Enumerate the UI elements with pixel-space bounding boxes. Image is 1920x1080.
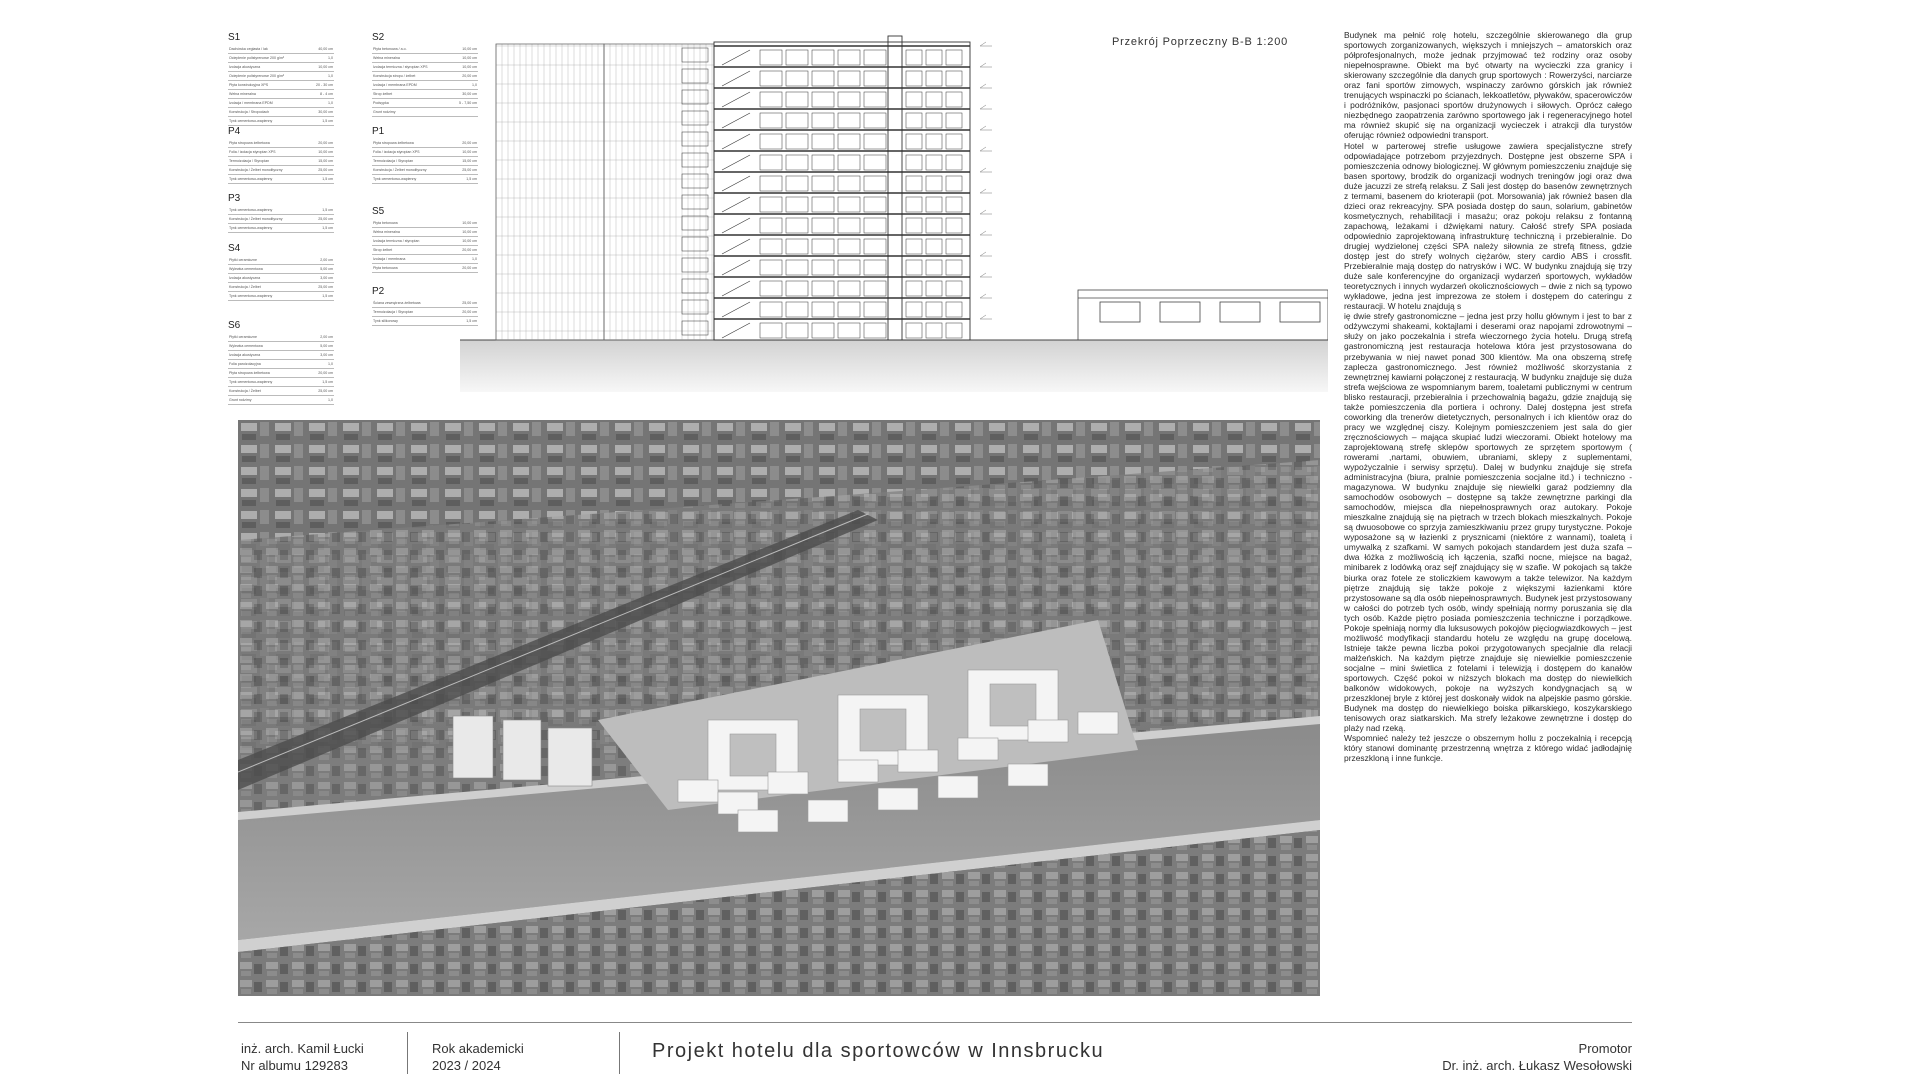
- podium-section: [1078, 290, 1328, 340]
- layer-thickness: 30,00 cm: [306, 108, 334, 117]
- layer-row: [228, 292, 334, 301]
- level-markers: [980, 32, 1328, 319]
- layer-thickness: 8 - 4 cm: [306, 90, 334, 99]
- layer-spec-p3: [228, 193, 334, 233]
- layer-row: [228, 45, 334, 54]
- layer-material: Płyta konstrukcyjna XPS: [228, 81, 306, 90]
- layer-thickness: 1,0: [306, 360, 334, 369]
- layer-material: Strop żelbet: [372, 246, 450, 255]
- year-value: 2023 / 2024: [432, 1058, 501, 1073]
- layer-thickness: 25,00 cm: [306, 215, 334, 224]
- layer-material: Tynk cementowo-wapienny: [228, 224, 306, 233]
- author-block: [241, 1040, 364, 1074]
- layer-thickness: 2,00 cm: [306, 333, 334, 342]
- layer-thickness: 1,0: [306, 396, 334, 405]
- layer-material: Ocieplenie polistyrenowe 200 g/m²: [228, 54, 306, 63]
- layer-thickness: 1,5 cm: [306, 206, 334, 215]
- layer-thickness: 40,00 cm: [306, 45, 334, 54]
- layer-material: Izolacja akustyczna: [228, 351, 306, 360]
- layer-material: Izolacja termiczna / styropian XPS: [372, 63, 450, 72]
- layer-material: Izolacja / membrana: [372, 255, 450, 264]
- layer-code: P2: [372, 286, 385, 297]
- layer-material: Tynk cementowo-wapienny: [228, 206, 306, 215]
- layer-thickness: 20,00 cm: [450, 139, 478, 148]
- layer-material: Folia / izolacja styropian XPS: [372, 148, 450, 157]
- layer-material: Grunt rodzimy: [372, 108, 450, 117]
- author-name: inż. arch. Kamil Łucki: [241, 1041, 364, 1056]
- layer-thickness: 20,00 cm: [306, 139, 334, 148]
- layer-code: S2: [372, 32, 385, 43]
- layer-code: S5: [372, 206, 385, 217]
- layer-material: Termoizolacja / Styropian: [372, 157, 450, 166]
- layer-thickness: 10,00 cm: [450, 148, 478, 157]
- layer-row: [228, 157, 334, 166]
- layer-material: Płytki ceramiczne: [228, 333, 306, 342]
- layer-row: [228, 224, 334, 233]
- layer-row: [228, 108, 334, 117]
- cross-section-drawing: [460, 32, 1328, 392]
- layer-thickness: 25,00 cm: [306, 283, 334, 292]
- layer-material: Tynk silikonowy: [372, 317, 450, 326]
- layer-thickness: 1,5 cm: [306, 378, 334, 387]
- description-paragraph: Wspomnieć należy też jeszcze o obszernym hollu z poczekalnią i recepcją który stanowi dominantę przestrzenną wnętrza z którego widać jadłodajnię przeszkloną i inne funkcje.: [1344, 733, 1632, 764]
- layer-thickness: 30,00 cm: [450, 90, 478, 99]
- layer-material: Izolacja akustyczna: [228, 274, 306, 283]
- description-paragraph: ię dwie strefy gastronomiczne – jedna jest przy hollu głównym i jest to bar z odżywczymi shakeami, koktajlami i deserami oraz napojami zdrowotnymi – służy on jako poczekalnia i strefa wieczornego życia hotelu. Drugą strefą gastronomiczną jest restauracja hotelowa która jest przystosowana do przebywania w niej nawet ponad 300 klientów. Ma ona obszerną strefę zaplecza gastronomicznego. Jest również możliwość skorzystania z zewnętrznej kawiarni połączonej z restauracją. W budynku znajduje się duża strefa wejściowa ze wspomnianym barem, toaletami publicznymi w centrum blisko restauracji, przebieralnia i przechowalnią bagażu, gdzie znajdują się także pomieszczenia dla portiera i ochrony. Dalej dostępna jest strefa coworking dla trenerów dietetycznych, personalnych i ich klientów oraz do pracy we względnej ciszy. Kolejnym pomieszczeniem jest sala do gier zręcznościowych – mająca skupiać ludzi wieczorami. Obiekt hotelowy ma zaprojektowaną strefę sklepów sportowych ze sprzętem sportowym ( rowerami ,nartami, obuwiem, ubraniami, sklepy z suplementami, wypożyczalnie i serwisy sprzętu). Dalej w budynku znajduje się strefa administracyjna (biura, pralnie pomieszczenia socjalne itd.) i techniczno - magazynowa. W budynku znajduje się niewielki garaż podziemny dla samochodów osobowych – dostępne są także zewnętrzne parkingi dla samochodów, miejsca dla niepełnosprawnych oraz autokary. Pokoje mieszkalne znajdują się na piętrach w trzech blokach mieszkalnych. Pokoje są dwuosobowe co sprzyja zamieszkiwaniu przez grupy turystyczne. Pokoje wyposażone są w łazienki z prysznicami (niektóre z wannami), toaletą i umywalką z szafkami. W samych pokojach standardem jest duża szafa – dwa łóżka z możliwością ich łączenia, szafki nocne, miejsce na bagaż, minibarek z lodówką oraz sejf znajdujący się w szafie. W pokojach są także biurka oraz fotele ze stoliczkiem kawowym a także telewizor. Na każdym piętrze znajdują się także pokoje z większymi łazienkami które przystosowane są dla osób niepełnosprawnych. Budynek jest przystosowany w całości do potrzeb tych osób, windy spełniają normy poruszania się dla tych osób. Każde piętro posiada pomieszczenia techniczne i porządkowe. Pokoje spełniają normy dla luksusowych pokojów pięciogwiazdkowych – jest możliwość modyfikacji standardu hotelu ze względu na grupę docelową. Istnieje także pewna liczba pokoi przygotowanych specjalnie dla relacji małżeńskich. Na każdym piętrze znajduje się niewielkie pomieszczenie socjalne – mini świetlica z fotelami i telewizją i dostępem do kanałów sportowych. Część pokoi w niższych blokach ma dostęp do niewielkich balkonów widokowych, pokoje na wyższych kondygnacjach są w przeszklonej bryle z której jest doskonały widok na alpejskie pasmo górskie. Budynek ma dostęp do niewielkiego boiska piłkarskiego, koszykarskiego tenisowych oraz siatkarskich. Ma strefy leżakowe zewnętrzne i dostęp do plaży nad rzeką.: [1344, 311, 1632, 734]
- layer-thickness: 5,00 cm: [306, 265, 334, 274]
- hotel-tower-section: [682, 36, 970, 340]
- layer-row: [228, 351, 334, 360]
- layer-row: [228, 175, 334, 184]
- promotor-name: Dr. inż. arch. Łukasz Wesołowski: [1442, 1058, 1632, 1073]
- layer-thickness: 1,5 cm: [306, 224, 334, 233]
- ground-fill: [460, 340, 1328, 392]
- layer-material: Wylewka cementowa: [228, 342, 306, 351]
- footer-rule: [238, 1022, 1632, 1023]
- layer-spec-s1: [228, 32, 334, 126]
- layer-thickness: 10,00 cm: [450, 63, 478, 72]
- layer-material: Konstrukcja / Żelbet monolityczny: [372, 166, 450, 175]
- layer-row: [228, 90, 334, 99]
- layer-material: Folia / izolacja styropian XPS: [228, 148, 306, 157]
- layer-thickness: 1,0: [450, 81, 478, 90]
- layer-thickness: 1,0: [306, 72, 334, 81]
- layer-material: Konstrukcja / Żelbet: [228, 283, 306, 292]
- layer-thickness: 20 - 30 cm: [306, 81, 334, 90]
- layer-row: [228, 81, 334, 90]
- layer-material: Płyta stropowa żelbetowa: [228, 369, 306, 378]
- layer-row: [228, 215, 334, 224]
- layer-row: [228, 256, 334, 265]
- layer-row: [228, 265, 334, 274]
- footer-divider: [407, 1032, 408, 1074]
- layer-material: Płyta betonowa: [372, 219, 450, 228]
- layer-thickness: 1,0: [306, 54, 334, 63]
- layer-thickness: 1,5 cm: [450, 317, 478, 326]
- layer-thickness: 1,5 cm: [306, 117, 334, 126]
- layer-material: Konstrukcja / Żelbet monolityczny: [228, 215, 306, 224]
- layer-thickness: 10,00 cm: [450, 219, 478, 228]
- layer-thickness: 10,00 cm: [450, 237, 478, 246]
- layer-row: [228, 148, 334, 157]
- layer-row: [228, 274, 334, 283]
- project-title: Projekt hotelu dla sportowców w Innsbrucku: [652, 1040, 1105, 1062]
- layer-material: Płytki ceramiczne: [228, 256, 306, 265]
- layer-material: Płyta betonowa / a.o.: [372, 45, 450, 54]
- layer-thickness: 1,0: [306, 99, 334, 108]
- layer-row: [228, 166, 334, 175]
- layer-material: Izolacja / membrana EPDM: [372, 81, 450, 90]
- album-number: Nr albumu 129283: [241, 1058, 348, 1073]
- layer-material: Strop żelbet: [372, 90, 450, 99]
- layer-material: Konstrukcja / Żelbet monolityczny: [228, 166, 306, 175]
- layer-spec-s4: [228, 243, 334, 301]
- promotor-block: [1442, 1040, 1632, 1074]
- description-paragraph: Budynek ma pełnić rolę hotelu, szczególnie skierowanego dla grup sportowych zorganizowanych, większych i mniejszych – amatorskich oraz półprofesjonalnych, może jednak przyjmować też rodziny oraz osoby niepełnosprawne. Obiekt ma być otwarty na wycieczki zza granicy i skierowany szczególnie dla danych grup sportowych : Rowerzyści, narciarze oraz fani sportów zimowych, wspinaczy zarówno górskich jak również trenujących wspinaczki po ścianach, lekkoatletów, pływaków, spacerowiczów i podróżników, pasjonaci sportów drużynowych i siłowych. Oprócz całego niezbędnego zaopatrzenia zarówno sportowego jak i regeneracyjnego hotel ma również skupić się na organizacji wycieczek i atrakcji dla turystów oferując również odpowiedni transport.: [1344, 30, 1632, 141]
- layer-thickness: 5 - 7,50 cm: [450, 99, 478, 108]
- layer-spec-s6: [228, 320, 334, 405]
- section-title: Przekrój Poprzeczny B-B 1:200: [1112, 36, 1289, 48]
- layer-material: Wełna mineralna: [228, 90, 306, 99]
- layer-material: Izolacja termiczna / styropian: [372, 237, 450, 246]
- layer-code: P1: [372, 126, 385, 137]
- layer-material: Podsypka: [372, 99, 450, 108]
- layer-material: Wylewka cementowa: [228, 265, 306, 274]
- layer-code: P3: [228, 193, 241, 204]
- layer-code: S4: [228, 243, 241, 254]
- layer-thickness: 10,00 cm: [450, 228, 478, 237]
- layer-material: Płyta betonowa: [372, 264, 450, 273]
- year-label: Rok akademicki: [432, 1041, 524, 1056]
- layer-thickness: 10,00 cm: [450, 54, 478, 63]
- layer-material: Tynk cementowo-wapienny: [228, 117, 306, 126]
- layer-row: [228, 369, 334, 378]
- layer-material: Termoizolacja / Styropian: [372, 308, 450, 317]
- layer-row: [228, 117, 334, 126]
- layer-thickness: 20,00 cm: [450, 308, 478, 317]
- layer-material: Izolacja akustyczna: [228, 63, 306, 72]
- layer-code: P4: [228, 126, 241, 137]
- layer-code: S6: [228, 320, 241, 331]
- layer-row: [228, 139, 334, 148]
- layer-row: [228, 206, 334, 215]
- layer-thickness: 25,00 cm: [306, 166, 334, 175]
- layer-material: Wełna mineralna: [372, 228, 450, 237]
- layer-thickness: 1,5 cm: [450, 175, 478, 184]
- layer-thickness: 25,00 cm: [450, 299, 478, 308]
- layer-thickness: 10,00 cm: [306, 148, 334, 157]
- layer-thickness: 10,00 cm: [450, 45, 478, 54]
- layer-material: Płyta stropowa żelbetowa: [372, 139, 450, 148]
- layer-spec-p4: [228, 126, 334, 184]
- layer-row: [228, 54, 334, 63]
- layer-material: Tynk cementowo-wapienny: [228, 175, 306, 184]
- layer-code: S1: [228, 32, 241, 43]
- layer-row: [228, 63, 334, 72]
- layer-thickness: 1,5 cm: [306, 292, 334, 301]
- layer-row: [228, 283, 334, 292]
- project-description: [1344, 30, 1632, 763]
- layer-thickness: 3,00 cm: [306, 351, 334, 360]
- layer-material: Konstrukcja / Stropodach: [228, 108, 306, 117]
- description-paragraph: Hotel w parterowej strefie usługowe zawiera specjalistyczne strefy odpowiadające potrzebom przyjezdnych. Dostępne jest obszerne SPA i pomieszczenia odnowy biologicznej. W głównym pomieszczeniu znajduje się basen sportowy, brodzik do organizacji wodnych treningów jogi oraz dwa duże jacuzzi ze strefą relaksu. Z Sali jest dostęp do basenów zewnętrznych z termami, basenem do krioterapii (pot. Morsowania) jak również basen dla dzieci oraz rekreacyjny. SPA posiada dostęp do saun, solarium, gabinetów kosmetycznych, rehabilitacji i masażu; oraz pokoju relaksu z fontanną zapachową, leżakami i dźwiękami natury. Całość strefy SPA posiada odpowiednio zaprojektowaną infrastrukturę techniczną i przebieralnie. Do drugiej wydzielonej części SPA należy siłownia ze strefą fitness, gdzie dostęp jest do strefy wolnych ciężarów, stery cardio ABS i crossfit. Przebieralnie mają dostęp do natrysków i WC. W budynku znajdują się trzy duże sale konferencyjne do organizacji wydarzeń sportowych, wykładów teoretycznych i innych wydarzeń okolicznościowych – dwie z nich są typowo wykładowe, jedna jest imprezowa ze stołem i dostępem do cateringu z restauracji. W hotelu znajdują s: [1344, 140, 1632, 312]
- layer-row: [228, 378, 334, 387]
- layer-material: Płyta stropowa żelbetowa: [228, 139, 306, 148]
- layer-thickness: 1,0: [450, 255, 478, 264]
- layer-thickness: 10,00 cm: [306, 63, 334, 72]
- layer-row: [228, 99, 334, 108]
- layer-thickness: 15,00 cm: [306, 157, 334, 166]
- layer-thickness: 3,00 cm: [306, 274, 334, 283]
- layer-thickness: 20,00 cm: [450, 72, 478, 81]
- layer-thickness: 5,00 cm: [306, 342, 334, 351]
- layer-material: Folia paroizolacyjna: [228, 360, 306, 369]
- layer-material: Konstrukcja / Żelbet: [228, 387, 306, 396]
- layer-thickness: 20,00 cm: [450, 246, 478, 255]
- background-facade-grid: [496, 44, 714, 340]
- layer-row: [228, 72, 334, 81]
- layer-material: Tynk cementowo-wapienny: [228, 378, 306, 387]
- aerial-site-render: [238, 420, 1320, 996]
- layer-row: [228, 396, 334, 405]
- layer-material: Termoizolacja / Styropian: [228, 157, 306, 166]
- layer-thickness: 25,00 cm: [450, 166, 478, 175]
- layer-row: [228, 387, 334, 396]
- layer-row: [228, 342, 334, 351]
- layer-thickness: 2,00 cm: [306, 256, 334, 265]
- layer-thickness: 15,00 cm: [450, 157, 478, 166]
- layer-row: [228, 360, 334, 369]
- layer-thickness: 25,00 cm: [306, 387, 334, 396]
- layer-material: Tynk cementowo-wapienny: [372, 175, 450, 184]
- layer-material: Wełna mineralna: [372, 54, 450, 63]
- layer-thickness: 20,00 cm: [450, 264, 478, 273]
- layer-material: Ściana zewnętrzna żelbetowa: [372, 299, 450, 308]
- layer-material: Izolacja / membrana EPDM: [228, 99, 306, 108]
- layer-row: [228, 333, 334, 342]
- layer-thickness: 1,5 cm: [306, 175, 334, 184]
- layer-material: Ocieplenie polistyrenowe 200 g/m²: [228, 72, 306, 81]
- footer-divider: [619, 1032, 620, 1074]
- layer-material: Konstrukcja stropu / żelbet: [372, 72, 450, 81]
- layer-thickness: 20,00 cm: [306, 369, 334, 378]
- layer-material: Dachówka ceglasta / lak: [228, 45, 306, 54]
- promotor-label: Promotor: [1578, 1041, 1632, 1056]
- layer-material: Grunt rodzimy: [228, 396, 306, 405]
- layer-material: Tynk cementowo-wapienny: [228, 292, 306, 301]
- year-block: [432, 1040, 524, 1074]
